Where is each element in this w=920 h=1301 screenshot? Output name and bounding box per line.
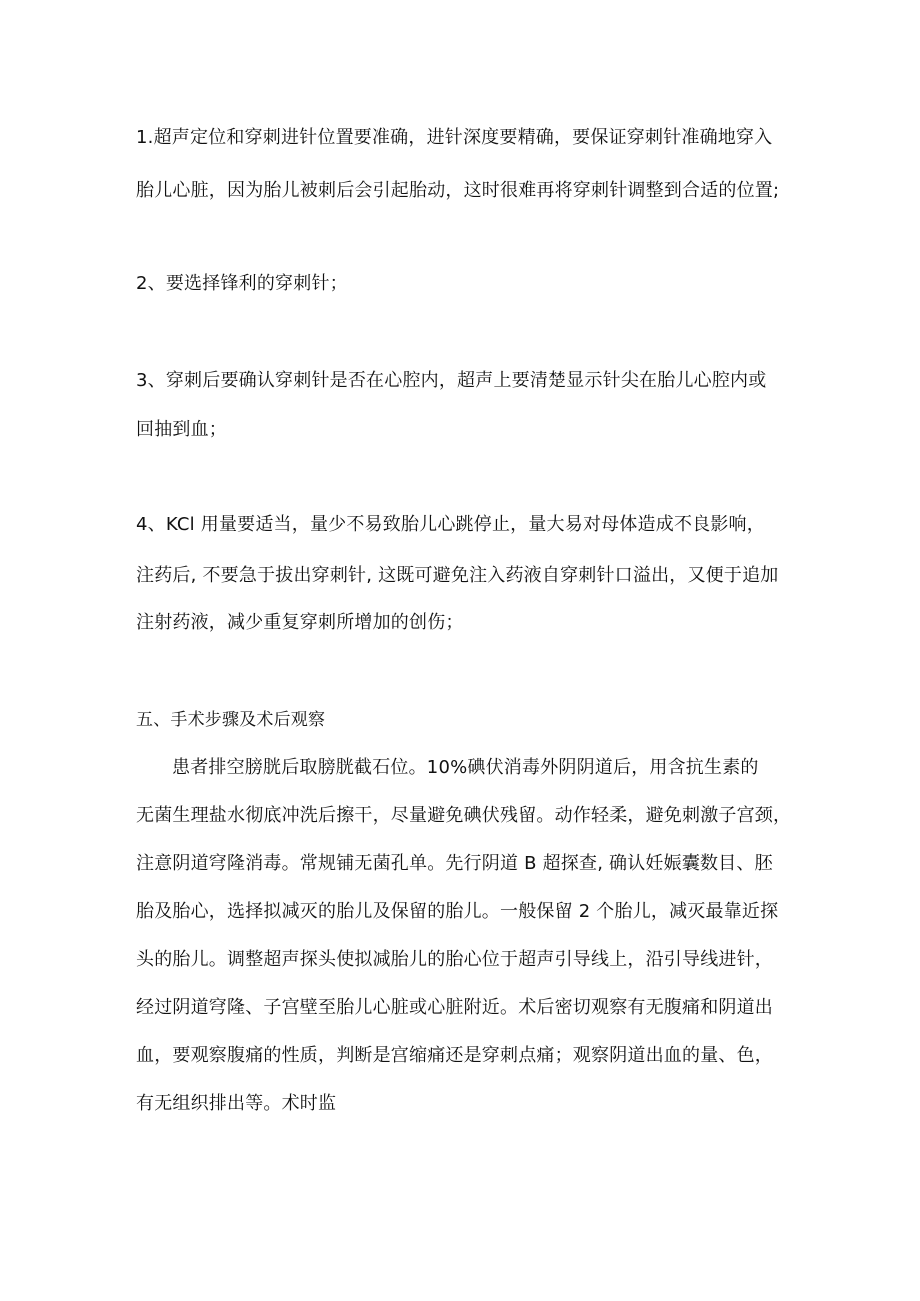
section-paragraph-line-3: 注意阴道穹隆消毒。常规铺无菌孔单。先行阴道 B 超探查, 确认妊娠囊数目、胚 <box>136 853 773 874</box>
item-1-line-2: 胎儿心脏，因为胎儿被刺后会引起胎动，这时很难再将穿刺针调整到合适的位置; <box>136 180 780 201</box>
section-paragraph-line-1: 患者排空膀胱后取膀胱截石位。10%碘伏消毒外阴阴道后，用含抗生素的 <box>172 757 759 778</box>
item-4-line-3: 注射药液，减少重复穿刺所增加的创伤； <box>136 612 464 633</box>
section-paragraph-line-8: 有无组织排出等。术时监 <box>136 1093 337 1114</box>
item-1-line-1: 1.超声定位和穿刺进针位置要准确，进针深度要精确，要保证穿刺针准确地穿入 <box>136 127 773 148</box>
item-2-line-1: 2、要选择锋利的穿刺针； <box>136 273 348 294</box>
section-paragraph-line-2: 无菌生理盐水彻底冲洗后擦干，尽量避免碘伏残留。动作轻柔，避免刺激子宫颈， <box>136 805 792 826</box>
item-3-line-2: 回抽到血； <box>136 419 227 440</box>
item-3-line-1: 3、穿刺后要确认穿刺针是否在心腔内，超声上要清楚显示针尖在胎儿心腔内或 <box>136 370 767 391</box>
item-4-line-1: 4、KCl 用量要适当，量少不易致胎儿心跳停止，量大易对母体造成不良影响， <box>136 514 765 535</box>
section-paragraph-line-7: 血，要观察腹痛的性质，判断是宫缩痛还是穿刺点痛；观察阴道出血的量、色， <box>136 1045 773 1066</box>
item-4-line-2: 注药后, 不要急于拔出穿刺针, 这既可避免注入药液自穿刺针口溢出，又便于追加 <box>136 565 779 586</box>
section-paragraph-line-4: 胎及胎心，选择拟减灭的胎儿及保留的胎儿。一般保留 2 个胎儿，减灭最靠近探 <box>136 901 779 922</box>
section-paragraph-line-6: 经过阴道穹隆、子宫壁至胎儿心脏或心脏附近。术后密切观察有无腹痛和阴道出 <box>136 997 773 1018</box>
section-heading: 五、手术步骤及术后观察 <box>136 710 326 730</box>
section-paragraph-line-5: 头的胎儿。调整超声探头使拟减胎儿的胎心位于超声引导线上，沿引导线进针， <box>136 949 773 970</box>
